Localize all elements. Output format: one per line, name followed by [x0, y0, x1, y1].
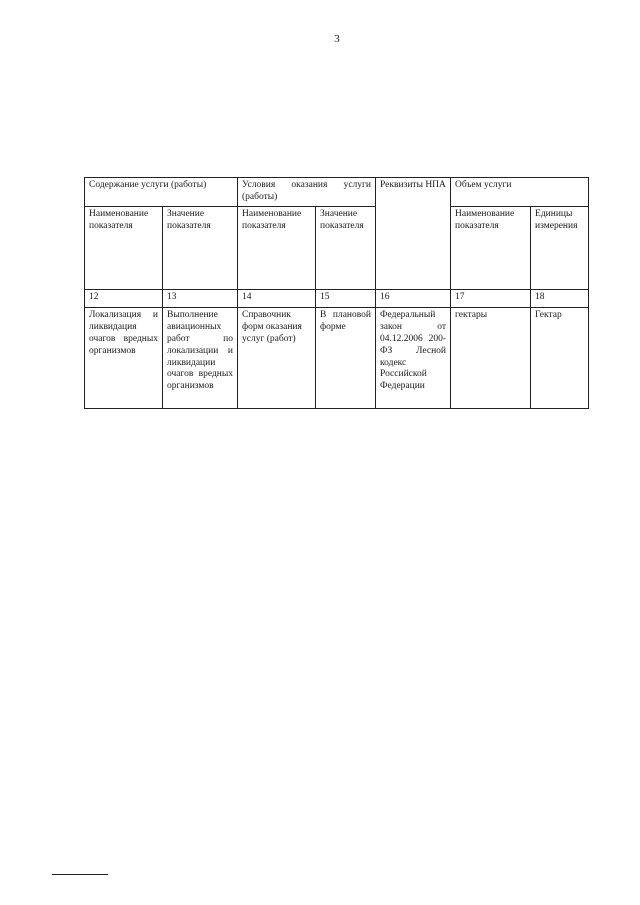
header-volume: Объем услуги	[451, 178, 589, 207]
subheader-cell: Наименование показателя	[85, 207, 163, 290]
footnote-separator	[52, 874, 108, 875]
column-number: 17	[451, 290, 531, 308]
column-number: 12	[85, 290, 163, 308]
header-conditions: Условия оказания услуги (работы)	[238, 178, 376, 207]
column-number-row	[85, 290, 589, 308]
cell-condition-name: Справочник форм оказания услуг (работ)	[238, 308, 316, 409]
group-header-row	[85, 178, 589, 207]
cell-volume-name: гектары	[451, 308, 531, 409]
services-table	[84, 177, 589, 409]
subheader-cell: Наименование показателя	[238, 207, 316, 290]
cell-volume-unit: Гектар	[531, 308, 589, 409]
subheader-cell: Наименование показателя	[451, 207, 531, 290]
table-row	[85, 308, 589, 409]
page-number: 3	[334, 33, 340, 45]
cell-content-value: Выполнение авиационных работ по локализации и ликвидации очагов вредных организмов	[163, 308, 238, 409]
column-number: 14	[238, 290, 316, 308]
cell-npa: Федеральный закон от 04.12.2006 200-ФЗ Лесной кодекс Российской Федерации	[376, 308, 451, 409]
subheader-cell: Единицы измерения	[531, 207, 589, 290]
header-content: Содержание услуги (работы)	[85, 178, 238, 207]
cell-content-name: Локализация и ликвидация очагов вредных организмов	[85, 308, 163, 409]
sub-header-row	[85, 207, 589, 290]
column-number: 15	[316, 290, 376, 308]
cell-condition-value: В плановой форме	[316, 308, 376, 409]
column-number: 18	[531, 290, 589, 308]
column-number: 16	[376, 290, 451, 308]
subheader-cell: Значение показателя	[163, 207, 238, 290]
column-number: 13	[163, 290, 238, 308]
subheader-cell: Значение показателя	[316, 207, 376, 290]
header-npa: Реквизиты НПА	[376, 178, 451, 290]
